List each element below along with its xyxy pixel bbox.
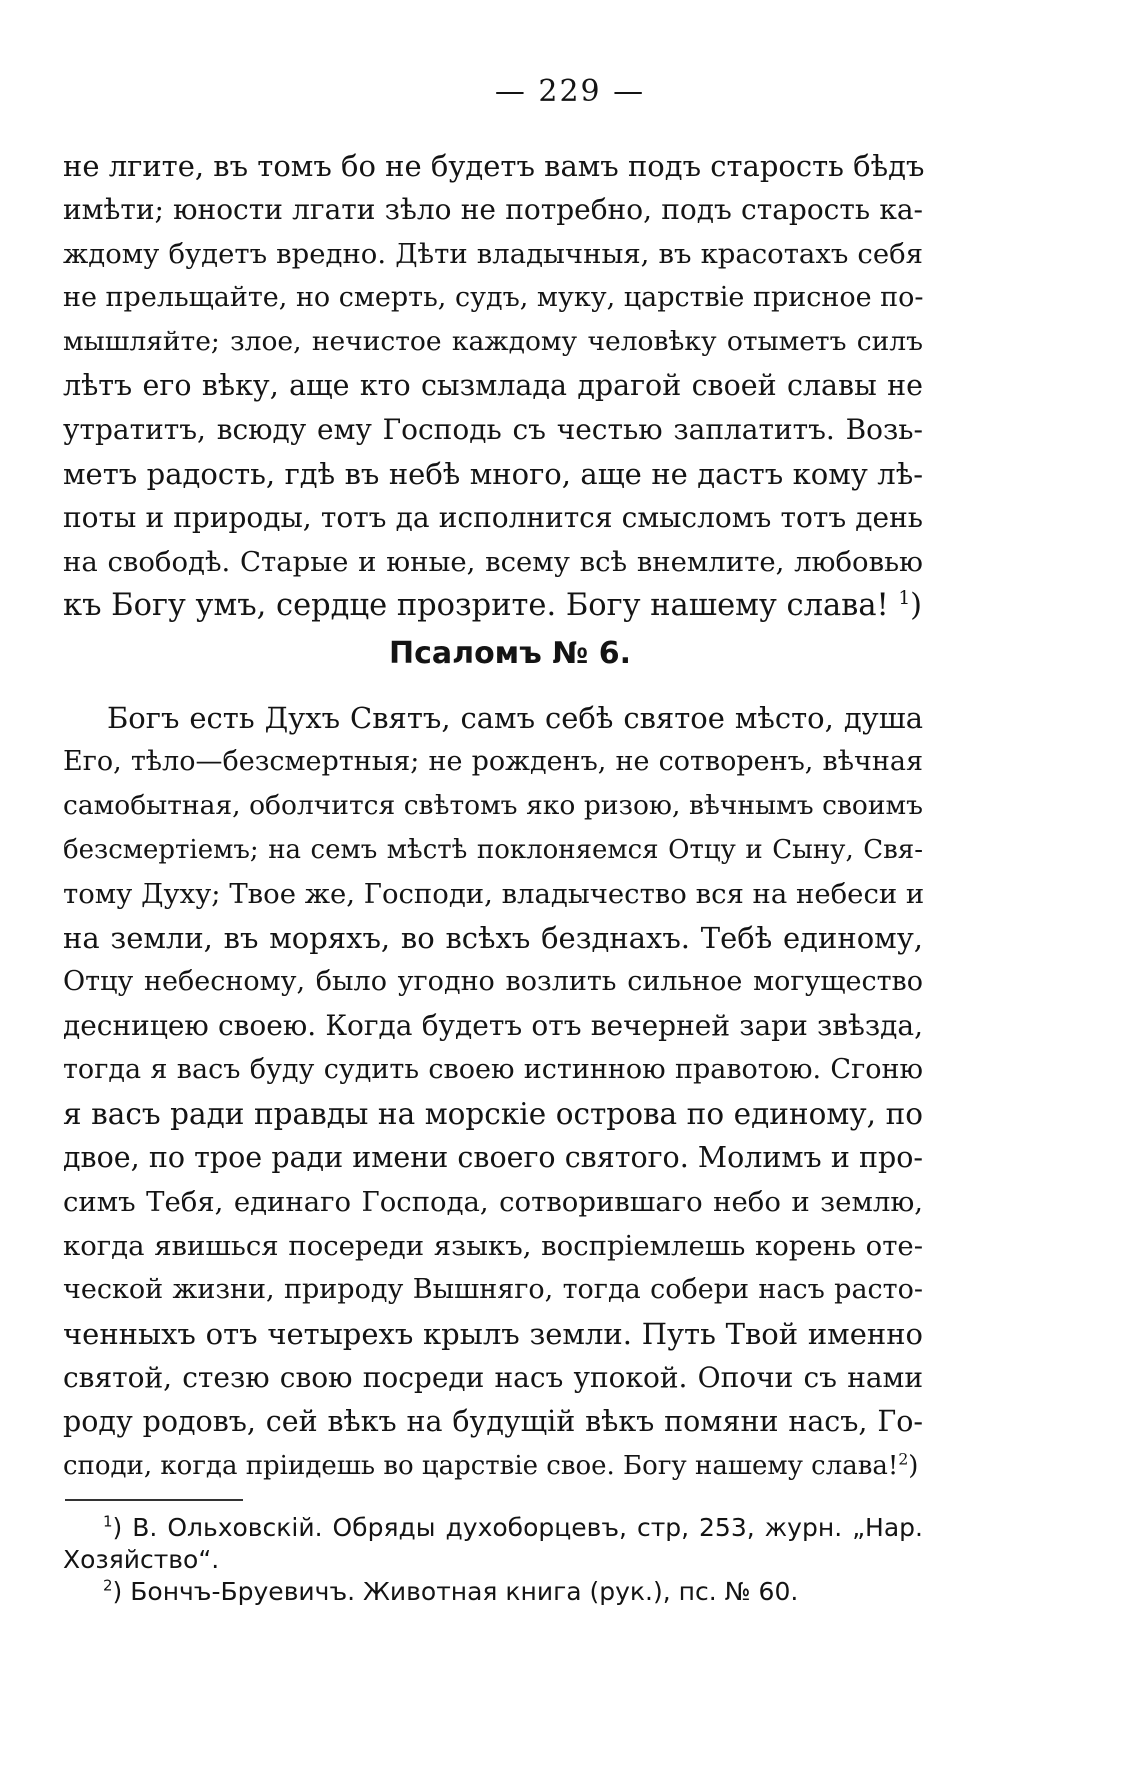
text-line: самобытная, оболчится свѣтомъ яко ризою, вѣчнымъ своимъ — [63, 790, 923, 821]
text-line: имѣти; юности лгати зѣло не потребно, подъ старость ка- — [63, 193, 923, 226]
text-line: лѣтъ его вѣку, аще кто сызмлада драгой своей славы не — [63, 369, 923, 402]
text-line: десницею своею. Когда будетъ отъ вечерней зари звѣзда, — [63, 1009, 923, 1042]
text-line: Его, тѣло—безсмертныя; не рожденъ, не сотворенъ, вѣчная — [63, 746, 923, 777]
text-line: мышляйте; злое, нечистое каждому человѣку отыметъ силъ — [63, 326, 923, 357]
text-line: Отцу небесному, было угодно возлить сильное могущество — [63, 966, 923, 997]
text-line: тому Духу; Твое же, Господи, владычество вся на небеси и — [63, 878, 925, 910]
text-line: поты и природы, тотъ да исполнится смысломъ тотъ день — [63, 501, 923, 534]
psalm-heading: Псаломъ № 6. — [388, 636, 632, 671]
text-line: тогда я васъ буду судить своею истинною правотою. Сгоню — [63, 1054, 923, 1085]
text-line: Богъ есть Духъ Святъ, самъ себѣ святое мѣсто, душа — [107, 701, 923, 735]
text-line: ческой жизни, природу Вышняго, тогда собери насъ расто- — [63, 1274, 923, 1305]
text-line: на свободѣ. Старые и юные, всему всѣ внемлите, любовью — [63, 546, 923, 578]
text-line: къ Богу умъ, сердце прозрите. Богу нашему слава! $^1$) — [63, 587, 923, 623]
footnote-2: $^2$) Бончъ-Бруевичъ. Животная книга (рук.), пс. № 60. — [103, 1576, 799, 1606]
text-line: я васъ ради правды на морскіе острова по единому, по — [63, 1097, 923, 1131]
text-line: симъ Тебя, единаго Господа, сотворившаго небо и землю, — [63, 1186, 923, 1218]
text-line: ждому будетъ вредно. Дѣти владычныя, въ красотахъ себя — [63, 238, 923, 270]
text-line: святой, стезю свою посреди насъ упокой. Опочи съ нами — [63, 1361, 923, 1394]
text-line-content: къ Богу умъ, сердце прозрите. Богу нашему слава! — [63, 588, 889, 623]
page-number: — 229 — — [494, 74, 646, 109]
text-line: безсмертіемъ; на семъ мѣстѣ поклоняемся Отцу и Сыну, Свя- — [63, 835, 923, 865]
footnote-1: $^1$) В. Ольховскій. Обряды духоборцевъ, стр, 253, журн. „Нар. — [103, 1512, 923, 1542]
text-line: роду родовъ, сей вѣкъ на будущій вѣкъ помяни насъ, Го- — [63, 1405, 923, 1438]
text-line: метъ радость, гдѣ въ небѣ много, аще не дастъ кому лѣ- — [63, 457, 923, 491]
text-line: не прельщайте, но смерть, судъ, муку, царствіе присное по- — [63, 282, 924, 313]
text-line-content: споди, когда пріидешь во царствіе свое. Богу нашему слава! — [63, 1451, 899, 1481]
text-line: споди, когда пріидешь во царствіе свое. Богу нашему слава!$^2$) — [63, 1450, 919, 1481]
footnote-marker: 1 — [103, 1512, 113, 1531]
text-line: двое, по трое ради имени своего святого. Молимъ и про- — [63, 1141, 923, 1174]
footnote-2-text: Бончъ-Бруевичъ. Животная книга (рук.), пс. № 60. — [130, 1577, 799, 1606]
text-line: когда явишься посереди языкъ, воспріемлешь корень оте- — [63, 1230, 923, 1262]
text-line: на земли, въ моряхъ, во всѣхъ безднахъ. Тебѣ единому, — [63, 921, 923, 955]
footnote-marker: 2 — [103, 1576, 113, 1595]
footnote-1-text: В. Ольховскій. Обряды духоборцевъ, стр, 253, журн. „Нар. — [132, 1513, 923, 1542]
text-line: ченныхъ отъ четырехъ крылъ земли. Путь Твой именно — [63, 1317, 923, 1351]
text-line: утратитъ, всюду ему Господь съ честью заплатитъ. Возь- — [63, 413, 923, 446]
footnote-ref-1[interactable]: 1 — [898, 587, 911, 609]
text-line: не лгите, въ томъ бо не будетъ вамъ подъ старость бѣдъ — [63, 149, 925, 183]
footnote-divider — [65, 1499, 243, 1501]
footnote-1-continuation: Хозяйство“. — [63, 1545, 220, 1574]
footnote-ref-2[interactable]: 2 — [898, 1450, 909, 1469]
